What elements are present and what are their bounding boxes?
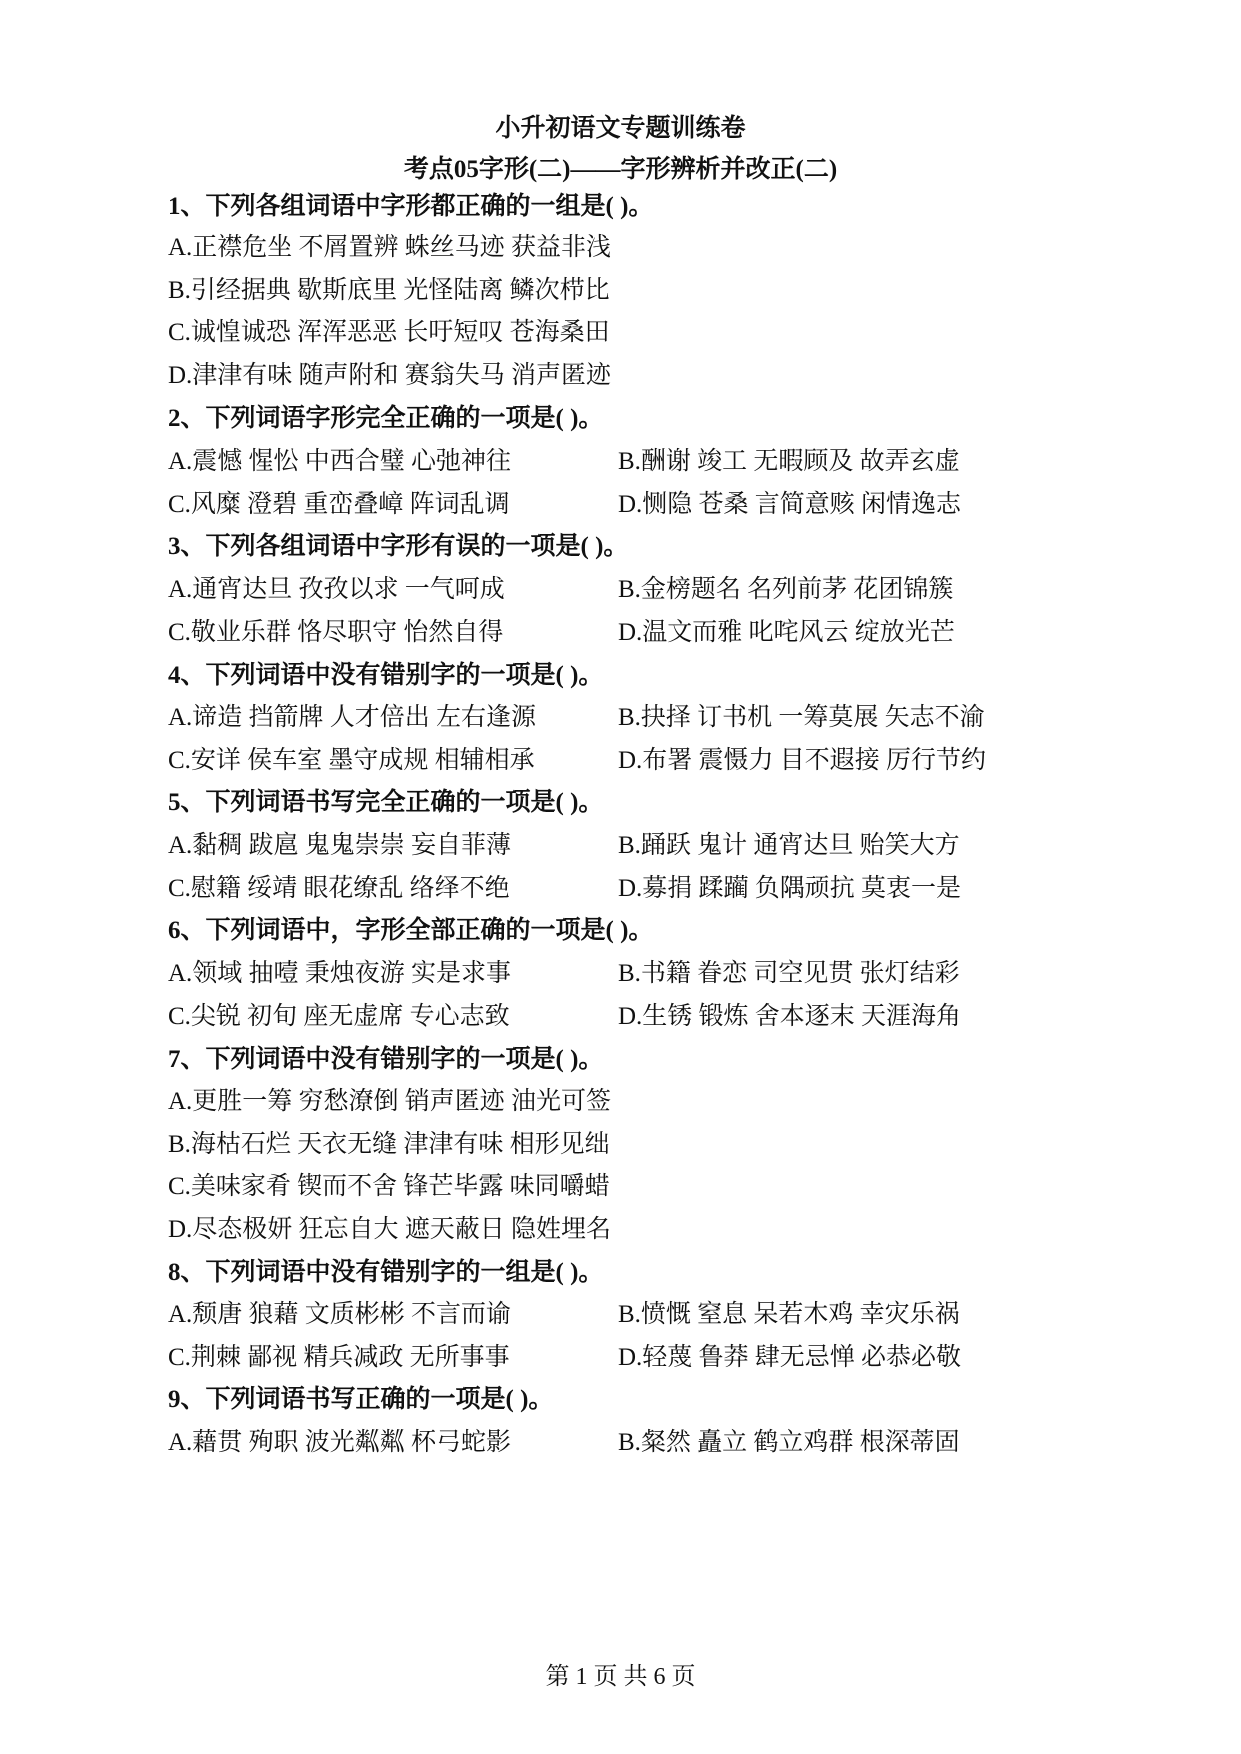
option-row	[168, 874, 1068, 904]
document-title: 小升初语文专题训练卷	[495, 115, 746, 142]
option-a: A.领域 抽噎 秉烛夜游 实是求事	[168, 960, 512, 987]
option-c: C.尖锐 初旬 座无虚席 专心志致	[168, 1003, 510, 1030]
option-c: C.风糜 澄碧 重峦叠嶂 阵词乱调	[168, 491, 510, 518]
option-a: A.通宵达旦 孜孜以求 一气呵成	[168, 576, 505, 603]
option-b: B.海枯石烂 天衣无缝 津津有味 相形见绌	[168, 1131, 610, 1158]
option-row	[168, 1002, 1068, 1032]
option-a: A.颓唐 狼藉 文质彬彬 不言而谕	[168, 1301, 512, 1328]
question-stem: 8、下列词语中没有错别字的一组是( )。	[168, 1259, 604, 1286]
option-d: D.布署 震慑力 目不遐接 厉行节约	[618, 747, 987, 774]
option-d: D.恻隐 苍桑 言简意赅 闲情逸志	[618, 491, 962, 518]
option-row	[168, 618, 1068, 648]
option-d: D.轻蔑 鲁莽 肆无忌惮 必恭必敬	[618, 1344, 962, 1371]
option-row	[168, 447, 1068, 477]
option-row	[168, 831, 1068, 861]
option-c: C.荆棘 鄙视 精兵减政 无所事事	[168, 1344, 510, 1371]
page-number: 第 1 页 共 6 页	[545, 1664, 696, 1690]
option-b: B.书籍 眷恋 司空见贯 张灯结彩	[618, 960, 960, 987]
question-stem: 1、下列各组词语中字形都正确的一组是( )。	[168, 193, 654, 220]
option-c: C.美味家肴 锲而不舍 锋芒毕露 味同嚼蜡	[168, 1173, 610, 1200]
option-a: A.藉贯 殉职 波光粼粼 杯弓蛇影	[168, 1429, 512, 1456]
option-row	[168, 746, 1068, 776]
option-row	[168, 703, 1068, 733]
question-stem: 3、下列各组词语中字形有误的一项是( )。	[168, 533, 629, 560]
question-stem: 2、下列词语字形完全正确的一项是( )。	[168, 405, 604, 432]
option-row	[168, 575, 1068, 605]
question-stem: 9、下列词语书写正确的一项是( )。	[168, 1386, 554, 1413]
question-stem: 6、下列词语中，字形全部正确的一项是( )。	[168, 917, 654, 944]
option-b: B.酬谢 竣工 无暇顾及 故弄玄虚	[618, 448, 960, 475]
option-a: A.黏稠 跋扈 鬼鬼崇崇 妄自菲薄	[168, 832, 512, 859]
option-c: C.诚惶诚恐 浑浑恶恶 长吁短叹 苍海桑田	[168, 319, 610, 346]
option-row	[168, 1300, 1068, 1330]
option-d: D.温文而雅 叱咤风云 绽放光芒	[618, 619, 955, 646]
option-a: A.谛造 挡箭牌 人才倍出 左右逢源	[168, 704, 537, 731]
document-subtitle: 考点05字形(二)——字形辨析并改正(二)	[403, 156, 838, 183]
option-c: C.安详 侯车室 墨守成规 相辅相承	[168, 747, 535, 774]
option-row	[168, 490, 1068, 520]
option-b: B.引经据典 歇斯底里 光怪陆离 鳞次栉比	[168, 277, 610, 304]
option-c: C.慰籍 绥靖 眼花缭乱 络绎不绝	[168, 875, 510, 902]
option-b: B.愤慨 窒息 呆若木鸡 幸灾乐祸	[618, 1301, 960, 1328]
question-stem: 7、下列词语中没有错别字的一项是( )。	[168, 1046, 604, 1073]
option-row	[168, 959, 1068, 989]
option-row	[168, 1428, 1068, 1458]
option-d: D.津津有味 随声附和 赛翁失马 消声匿迹	[168, 362, 612, 389]
option-a: A.正襟危坐 不屑置辨 蛛丝马迹 获益非浅	[168, 234, 612, 261]
option-d: D.尽态极妍 狂忘自大 遮天蔽日 隐姓埋名	[168, 1216, 612, 1243]
option-a: A.震憾 惺忪 中西合璧 心弛神往	[168, 448, 512, 475]
question-stem: 4、下列词语中没有错别字的一项是( )。	[168, 662, 604, 689]
option-d: D.募捐 蹂躏 负隅顽抗 莫衷一是	[618, 875, 962, 902]
option-row	[168, 1343, 1068, 1373]
option-b: B.金榜题名 名列前茅 花团锦簇	[618, 576, 954, 603]
option-b: B.踊跃 鬼计 通宵达旦 贻笑大方	[618, 832, 960, 859]
option-d: D.生锈 锻炼 舍本逐末 天涯海角	[618, 1003, 962, 1030]
option-a: A.更胜一筹 穷愁潦倒 销声匿迹 油光可签	[168, 1088, 612, 1115]
option-b: B.抉择 订书机 一筹莫展 矢志不渝	[618, 704, 985, 731]
question-stem: 5、下列词语书写完全正确的一项是( )。	[168, 789, 604, 816]
option-c: C.敬业乐群 恪尽职守 怡然自得	[168, 619, 504, 646]
option-b: B.粲然 矗立 鹤立鸡群 根深蒂固	[618, 1429, 960, 1456]
